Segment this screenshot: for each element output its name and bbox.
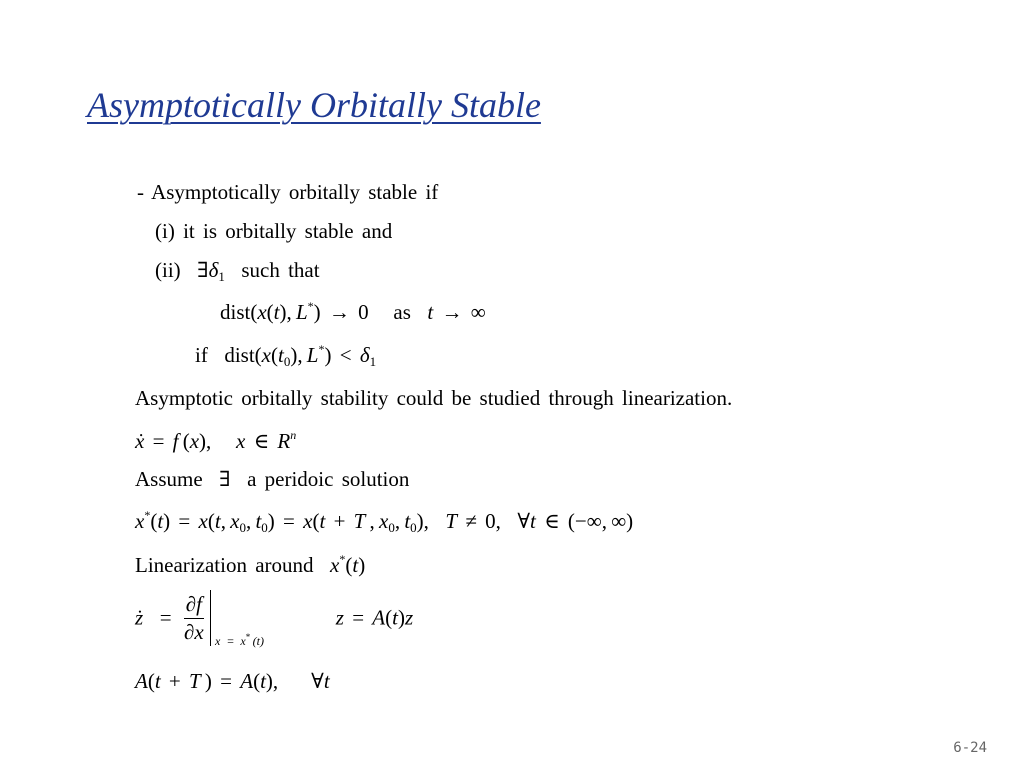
if-dist-label: dist( [224, 343, 262, 367]
definition-intro: - Asymptotically orbitally stable if [137, 180, 439, 204]
system-equation: ẋ = f (x), x ∈ $R^n$ [135, 428, 297, 453]
if-condition: if $dist(x(t_0)$, $L^*) < \delta_1$ [195, 342, 377, 369]
periodicity-equation: A(t + T ) = A(t), ∀t [135, 669, 330, 693]
periodic-solution-equation: x*(t) = x(t, $x_0$, $t_0) = x(t + T$ , $x_0$, $t_0$), T ≠ 0, ∀t ∈ (−∞, ∞) [135, 508, 634, 535]
if-word: if [195, 343, 208, 367]
linearization-around-text: Linearization around [135, 553, 314, 577]
partial-derivative-fraction: $\frac{\partial f}{\partial x}$ [184, 591, 204, 644]
assume-word: Assume [135, 467, 203, 491]
evaluation-bar: x = x* (t) [210, 590, 212, 646]
page-number: 6-24 [953, 740, 987, 756]
assume-line: Assume ∃ a peridoic solution [135, 467, 410, 491]
slide-title: Asymptotically Orbitally Stable [87, 85, 541, 125]
limit-equation: dist(x(t), L*) → 0 as t → ∞ [220, 299, 486, 324]
condition-ii: (ii) $\exists\delta_1$ such that [155, 258, 320, 284]
linearized-equation: ż = $\frac{\partial f}{\partial x}$ x = x* (t) z = A(t)z [135, 591, 414, 648]
as-word: as [393, 300, 411, 324]
assume-suffix: a peridoic solution [247, 467, 410, 491]
condition-i: (i) it is orbitally stable and [155, 219, 393, 243]
linearization-text: Asymptotic orbitally stability could be studied through linearization. [135, 386, 733, 410]
limit-dist-label: dist( [220, 300, 258, 324]
condition-ii-prefix: (ii) [155, 258, 181, 282]
linearization-around: Linearization around x*(t) [135, 552, 366, 577]
condition-ii-suffix: such that [241, 258, 320, 282]
